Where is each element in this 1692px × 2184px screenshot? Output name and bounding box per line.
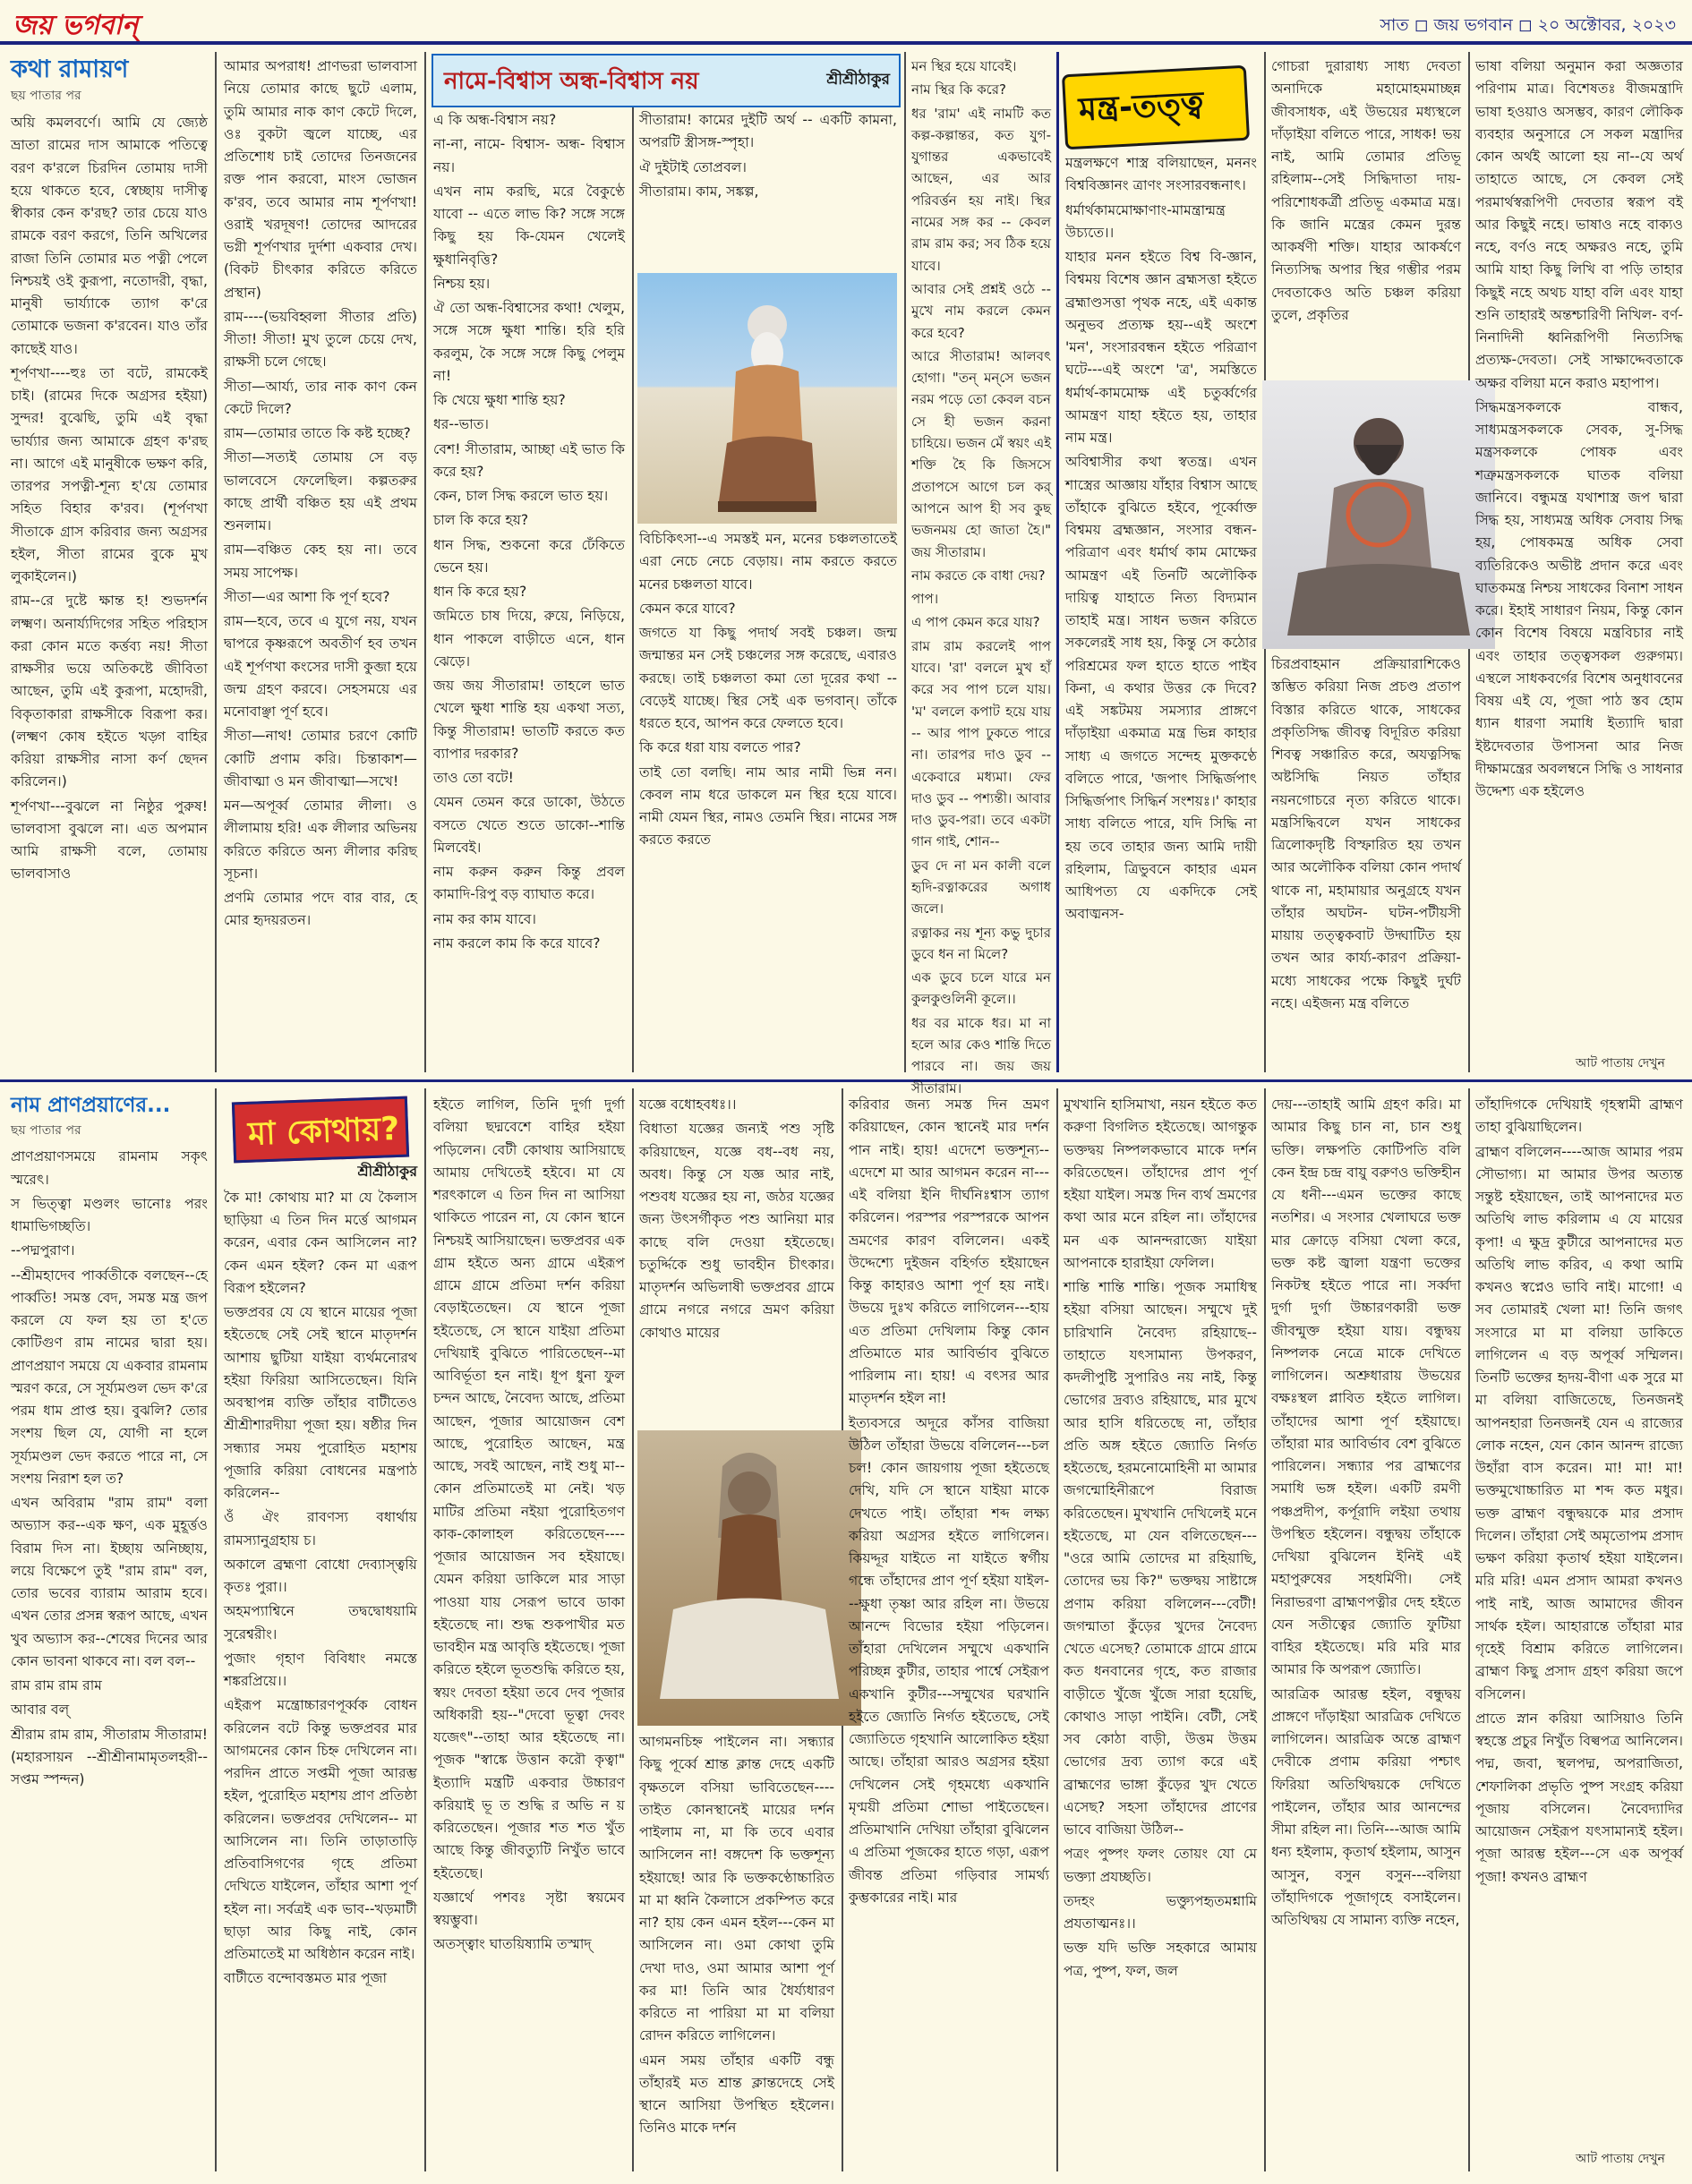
header-rule	[0, 41, 1692, 45]
mako-column-4	[849, 1094, 1049, 2168]
mako-column-7	[1475, 1094, 1683, 2141]
paragraph: কেমন করে যাবে?	[639, 600, 736, 617]
paragraph: নাম কর কাম যাবে।	[433, 910, 536, 927]
pran-column	[11, 1094, 208, 2168]
mako-heading-badge	[232, 1096, 409, 1164]
paragraph: কি করে ধরা যায় বলতে পার?	[639, 739, 801, 756]
paragraph: রাম--রে দুষ্টে ক্ষান্ত হ! শুভদর্শন লক্ষ্মণ। অনার্য্যদিগের সহিত পরিহাস করা কোন মতে কর্ত্তব্য নয়! সীতা রাক্ষসীর ভয়ে অতিকষ্টে জীবিতা আছেন, তুমি এই কুরূপা, মহোদরী, বিকৃতাকারা রাক্ষসীকে বিরূপা কর। (লক্ষ্মণ কোষ হইতে খড়্গ বাহির করিয়া রাক্ষসীর নাসা কর্ণ ছেদন করিলেন।)	[11, 593, 208, 790]
katha-column-2	[224, 55, 417, 1072]
naam-banner	[432, 54, 901, 107]
paragraph: এ পাপ কেমন করে যায়?	[911, 614, 1040, 631]
paragraph: কৈ মা! কোথায় মা? মা যে কৈলাস ছাড়িয়া এ তিন দিন মর্ত্তে আগমন করেন, এবার কেন আসিলেন না? কেন এমন হইল? কেন মা এরূপ বিরূপ হইলেন?	[224, 1189, 417, 1296]
paragraph: তাঁহাদিগকে দেখিয়াই গৃহস্বামী ব্রাহ্মণ তাহা বুঝিয়াছিলেন।	[1475, 1096, 1683, 1136]
paragraph: আরত্রিক আরম্ভ হইল, বন্ধুদ্বয় প্রাঙ্গণে দাঁড়াইয়া আরত্রিক দেখিতে লাগিলেন। আরত্রিক অন্তে ব্রাহ্মণ দেবীকে প্রণাম করিয়া পশ্চাৎ ফিরিয়া অতিথিদ্বয়কে দেখিতে পাইলেন, তাঁহার আর আনন্দের সীমা রহিল না। তিনি---আজ আমি ধন্য হইলাম, কৃতার্থ হইলাম, আসুন আসুন, বসুন বসুন---বলিয়া তাঁহাদিগকে পূজাগৃহে বসাইলেন। অতিথিদ্বয় যে সামান্য ব্যক্তি নহেন,	[1271, 1685, 1461, 1928]
paragraph: মন স্থির হয়ে যাবেই।	[911, 58, 1017, 74]
paragraph: এ কি অন্ধ-বিশ্বাস নয়?	[433, 112, 557, 128]
paragraph: --পদ্মপুরাণ।	[11, 1242, 75, 1259]
mako-continued-note: আট পাতায় দেখুন	[1576, 2152, 1665, 2166]
paragraph: ধর 'রাম' এই নামটি কত কল্প-কল্পান্তর, কত যুগ-যুগান্তর একভাবেই আছেন, এর আর পরিবর্ত্তন হয় নাই। স্থির নামের সঙ্গ কর -- কেবল রাম রাম কর; সব ঠিক হয়ে যাবে।	[911, 105, 1051, 274]
paragraph: --শ্রীমহাদেব পার্ব্বতীকে বলছেন--হে পার্ব্বতি! সমস্ত বেদ, সমস্ত মন্ত্র জপ করলে যে ফল হয় তা হ'তে কোটিগুণ রাম নামের দ্বারা হয়। প্রাণপ্রয়াণ সময়ে যে একবার রামনাম স্মরণ করে, সে সূর্য্যমণ্ডল ভেদ ক'রে পরম ধাম প্রাপ্ত হয়। বুঝলি? তোর সংশয় ছিল যে, যোগী না হলে সূর্য্যমণ্ডল ভেদ করতে পারে না, সে সংশয় নিরাশ হল ত?	[11, 1267, 208, 1487]
katha-continued: ছয় পাতার পর	[11, 89, 81, 104]
paragraph: তদহং ভক্ত্যুপহৃতমশ্নামি প্রযতাত্মনঃ।।	[1064, 1892, 1257, 1932]
paragraph: সীতা—এর আশা কি পূর্ণ হবে?	[224, 588, 390, 605]
column-divider	[1264, 1088, 1266, 2171]
mako-column-5	[1064, 1094, 1257, 2168]
paragraph: সীতা—নাথ! তোমার চরণে কোটি কোটি প্রণাম করি। চিন্তাকাশ—জীবাত্মা ও মন জীবাত্মা—সখে!	[224, 728, 417, 789]
naam-column-3	[911, 55, 1051, 1096]
paragraph: না-না, নামে- বিশ্বাস- অন্ধ- বিশ্বাস নয়।	[433, 136, 625, 175]
band-divider	[0, 1079, 1692, 1082]
paragraph: যজ্ঞার্থে পশবঃ সৃষ্টা স্বয়মেব স্বয়ম্ভুবা।	[433, 1889, 625, 1928]
paragraph: অয়ি কমলবর্ণে। আমি যে জ্যেষ্ঠ ভ্রাতা রামের দাস আমাকে পতিত্বে বরণ ক'রলে চিরদিন তোমায় দাসী হয়ে থাকতে হবে, স্বেচ্ছায় দাসীত্ব স্বীকার কেন ক'রছ? তার চেয়ে যাও রামকে বরণ করগে, তিনি অখিলের রাজা তিনি তোমার মত পত্নী পেলে নিশ্চয়ই ওই কুরূপা, নতোদরী, বৃদ্ধা, মানুষী ভার্য্যাকে ত্যাগ ক'রে তোমাকে ভজনা ক'রবেন। যাও তাঁর কাছেই যাও।	[11, 115, 208, 357]
paragraph: সীতা—আর্য্য, তার নাক কাণ কেন কেটে দিলে?	[224, 378, 417, 417]
paragraph: জয় জয় সীতারাম! তাহলে ভাত খেলে ক্ষুধা শান্তি হয় একথা সত্য, কিন্তু সীতারাম! ভাতটি করতে কত ব্যাপার দরকার?	[433, 678, 625, 762]
paragraph: এখন নাম করছি, মরে বৈকুণ্ঠে যাবো -- এতে লাভ কি? সঙ্গে সঙ্গে কিছু হয় কি-যেমন খেলেই ক্ষুধানিবৃত্তি?	[433, 183, 625, 268]
paragraph: অতস্ত্বাং ঘাতয়িষ্যামি তস্মাদ্	[433, 1936, 592, 1953]
paragraph: আমার অপরাধ! প্রাণভরা ভালবাসা নিয়ে তোমার কাছে ছুটে এলাম, তুমি আমার নাক কাণ কেটে দিলে, ওঃ বুকটা জ্বলে যাচ্ছে, এর প্রতিশোধ চাই তোদের তিনজনের রক্ত পান করবো, মাংস ভোজন ক'রব, তবে আমার নাম শূর্পণখা! ওরাই খরদূষণ! তোদের আদরের ভগ্নী শূর্পণখার দুর্দশা একবার দেখ। (বিকট চীৎকার করিতে করিতে প্রস্থান)	[224, 58, 417, 301]
paragraph: নিশ্চয় হয়।	[433, 275, 491, 292]
paragraph: ওঁ ঐং রাবণস্য বধার্থায় রামস্যানুগ্রহায় চ।	[224, 1509, 417, 1548]
paragraph: নাম করলে কাম কি করে যাবে?	[433, 934, 601, 951]
mako-heading: মা কোথায়?	[247, 1110, 400, 1153]
mantra-continued-note: আট পাতায় দেখুন	[1576, 1056, 1665, 1071]
paragraph: এখন অবিরাম "রাম রাম" বলা অভ্যাস কর--এক ক্ষণ, এক মুহূর্ত্তও বিরাম দিস না। ইচ্ছায় অনিচ্ছায়, লয়ে বিক্ষেপে তুই "রাম রাম" বল, তোর ভবের ব্যারাম আরাম হবে। এখন তোর প্রসন্ন স্বরূপ আছে, এখন খুব অভ্যাস কর--শেষের দিনের আর কোন ভাবনা থাকবে না। বল বল--	[11, 1495, 208, 1669]
paragraph: রাম----(ভয়বিহ্বলা সীতার প্রতি) সীতা! সীতা! মুখ তুলে চেয়ে দেখ, রাক্ষসী চলে গেছে।	[224, 308, 417, 371]
paragraph: আবার সেই প্রশ্নই ওঠে -- মুখে নাম করলে কেমন করে হবে?	[911, 280, 1051, 341]
sage-photo	[637, 273, 897, 524]
paragraph: ধর--ভাত।	[433, 416, 489, 433]
naam-author: শ্রীশ্রীঠাকুর	[826, 71, 890, 89]
paragraph: রাম রাম রাম রাম	[11, 1677, 102, 1694]
column-divider	[424, 52, 426, 1072]
naam-title: নামে-বিশ্বাস অন্ধ-বিশ্বাস নয়	[444, 68, 699, 95]
paragraph: ডুব দে না মন কালী বলে হৃদি-রত্নাকরের অগাধ জলে।	[911, 857, 1051, 917]
paragraph: শূর্পণখা----হুঃ তা বটে, রামকেই চাই। (রামের দিকে অগ্রসর হইয়া) সুন্দর! বুঝেছি, তুমি এই বৃদ্ধা ভার্য্যার জন্য আমাকে গ্রহণ ক'রছ না। আগে এই মানুষীকে ভক্ষণ করি, তারপর সপত্নী-শূন্য হ'য়ে তোমার সহিত বিহার ক'রব। (শূর্পণখা সীতাকে গ্রাস করিবার জন্য অগ্রসর হইল, সীতা রামের বুকে মুখ লুকাইলেন।)	[11, 364, 208, 585]
paragraph: চাল কি করে হয়?	[433, 512, 529, 529]
paragraph: সিদ্ধমন্ত্রসকলকে বান্ধব, সাধ্যমন্ত্রসকলকে সেবক, সু-সিদ্ধ মন্ত্রসকলকে পোষক এবং শত্রুমন্ত্রসকলকে ঘাতক বলিয়া জানিবে। বন্ধুমন্ত্র যথাশাস্ত্র জপ দ্বারা সিদ্ধ হয়, সাধ্যমন্ত্র অধিক সেবায় সিদ্ধ হয়, পোষকমন্ত্র অধিক সেবা ব্যতিরিকেও অভীষ্ট প্রদান করে এবং ঘাতকমন্ত্র নিশ্চয় সাধকের বিনাশ সাধন করে। ইহাই সাধারণ নিয়ম, কিন্তু কোন কোন বিশেষ বিষয়ে মন্ত্রবিচার নাই এবং তাহার তত্ত্বসকল গুরুগম্য। এস্থলে সাধকবর্গের বিশেষ অনুধাবনের বিষয় এই যে, পূজা পাঠ স্তব হোম ধ্যান ধারণা সমাধি ইত্যাদি দ্বারা ইষ্টদেবতার উপাসনা আর নিজ দীক্ষামন্ত্রের অবলম্বনে সিদ্ধি ও সাধনার উদ্দেশ্য এক হইলেও	[1475, 398, 1683, 799]
paragraph: ভক্তপ্রবর যে যে স্থানে মায়ের পূজা হইতেছে সেই সেই স্থানে মাতৃদর্শন আশায় ছুটিয়া যাইয়া ব্যর্থমনোরথ হইয়া ফিরিয়া আসিতেছেন। যিনি অবস্থাপন্ন ব্যক্তি তাঁহার বাটীতেও শ্রীশ্রীশারদীয়া পূজা হয়। ষষ্ঠীর দিন সন্ধ্যার সময় পুরোহিত মহাশয় পূজারি করিয়া বোধনের মন্ত্রপাঠ করিলেন--	[224, 1304, 417, 1502]
mantra-column-1	[1065, 152, 1257, 1072]
paragraph: ভাষা বলিয়া অনুমান করা অজ্ঞতার পরিণাম মাত্র। বিশেষতঃ বীজমন্ত্রাদি ভাষা হওয়াও অসম্ভব, কারণ লৌকিক ব্যবহার অনুসারে সে সকল মন্ত্রাদির কোন অর্থই আলো হয় না--যে অর্থ তাহাতে আছে, সে কেবল সেই পরমার্থস্বরূপিণী দেবতার স্বরূপ বই আর কিছুই নহে। ভাষাও নহে বাক্যও নহে, বর্ণও নহে অক্ষরও নহে, তুমি আমি যাহা কিছু লিখি বা পড়ি তাহার কিছুই নহে অথচ যাহা বলি এবং যাহা শুনি তাহারই অন্তশ্চারিণী নিখিল- বর্ণ-নিনাদিনী ধ্বনিরূপিণী নিত্যসিদ্ধ প্রত্যক্ষ-দেবতা। সেই সাক্ষাদ্দেবতাকে অক্ষর বলিয়া মনে করাও মহাপাপ।	[1475, 58, 1683, 391]
mantra-column-2-top	[1271, 55, 1461, 376]
mantra-column-2-low	[1271, 653, 1461, 1072]
katha-title: কথা রামায়ণ	[11, 55, 129, 83]
paragraph: রাম—তোমার তাতে কি কষ্ট হচ্ছে?	[224, 425, 411, 441]
column-divider	[1468, 1088, 1470, 2171]
column-divider	[904, 52, 906, 1072]
paragraph: অবিশ্বাসীর কথা স্বতন্ত্র। এখন শাস্ত্রের আজ্ঞায় যাঁহার বিশ্বাস আছে তাঁহাকে বুঝিতে হইবে, পূর্ব্বোক্ত বিশ্বময় ব্রহ্মজ্ঞান, সংসার বন্ধন-পরিত্রাণ এবং ধর্মার্থ কাম মোক্ষের আমন্ত্রণ এই তিনটি অলৌকিক দায়িত্ব যাহাতে নিত্য বিদ্যমান তাহাই মন্ত্র। সাধন ভজন করিতে সকলেরই সাধ হয়, কিন্তু সে কঠোর পরিশ্রমের ফল হাতে হাতে পাইব কিনা, এ কথার উত্তর কে দিবে? এই সঙ্কটময় সমস্যার প্রাঙ্গণে দাঁড়াইয়া একমাত্র মন্ত্র ভিন্ন কাহার সাধ্য এ জগতে সন্দেহ মুক্তকণ্ঠে বলিতে পারে, 'জপাৎ সিদ্ধির্জপাৎ সিদ্ধির্জপাৎ সিদ্ধির্ন সংশয়ঃ।' কাহার সাধ্য বলিতে পারে, যদি সিদ্ধি না হয় তবে তাহার জন্য আমি দায়ী রহিলাম, ত্রিভুবনে কাহার এমন আধিপত্য যে একদিকে সেই অবাঙ্মনস-	[1065, 454, 1257, 923]
paragraph: বেশ! সীতারাম, আচ্ছা এই ভাত কি করে হয়?	[433, 440, 625, 480]
mako-column-6	[1271, 1094, 1461, 2168]
paragraph: ধান কি করে হয়?	[433, 584, 527, 600]
paragraph: অকালে ব্রহ্মণা বোধো দেব্যাস্ত্বয়ি কৃতঃ পুরা।।	[224, 1556, 417, 1596]
paragraph: শান্তি শান্তি শান্তি। পূজক সমাধিস্থ হইয়া বসিয়া আছেন। সম্মুখে দুই চারিখানি নৈবেদ্য রহিয়াছে--তাহাতে যৎসামান্য উপকরণ, কদলীপুষ্টি সুপারিও নয় নাই, কিন্তু ভোগের দ্রব্যও রহিয়াছে, মার মুখে আর হাসি ধরিতেছে না, তাঁহার প্রতি অঙ্গ হইতে জ্যোতি নির্গত হইতেছে, হরমনোমোহিনী মা আমার জগন্মোহিনীরূপে বিরাজ করিতেছেন। মুখখানি দেখিলেই মনে হইতেছে, মা যেন বলিতেছেন---"ওরে আমি তোদের মা রহিয়াছি, তোদের ভয় কি?" ভক্তদ্বয় সাষ্টাঙ্গে প্রণাম করিয়া বলিলেন---বেটী! জগন্মাতা কুঁড়ের খুদের নৈবেদ্য খেতে এসেছ? তোমাকে গ্রামে গ্রামে কত ধনবানের গৃহে, কত রাজার বাড়ীতে খুঁজে খুঁজে সারা হয়েছি, কোথাও সাড়া পাইনি। বেটী, সেই সব কোঠা বাড়ী, উত্তম উত্তম ভোগের দ্রব্য ত্যাগ করে এই ব্রাহ্মণের ভাঙ্গা কুঁড়ের খুদ খেতে এসেছ? সহসা তাঁহাদের প্রাণের ভাবে বাজিয়া উঠিল--	[1064, 1279, 1257, 1838]
mako-author: শ্রীশ্রীঠাকুর	[357, 1163, 417, 1180]
mantra-heading: মন্ত্র-তত্ত্ব	[1077, 85, 1205, 129]
paragraph: ভক্ত যদি ভক্তি সহকারে আমায় পত্র, পুষ্প, ফল, জল	[1064, 1940, 1257, 1979]
ascetic-photo	[637, 1430, 861, 1726]
paragraph: রাম—হবে, তবে এ যুগে নয়, যখন দ্বাপরে কৃষ্ণরূপে অবতীর্ণ হব তখন এই শূর্পণখা কংসের দাসী কুব্জা হয়ে জন্ম গ্রহণ করবে। সেহসময়ে এর মনোবাঞ্ছা পূর্ণ হবে।	[224, 613, 417, 720]
paragraph: সীতা—সত্যই তোমায় সে বড় ভালবেসে ফেলেছিল। কল্পতরুর কাছে প্রার্থী বঞ্চিত হয় এই প্রথম শুনলাম।	[224, 449, 417, 533]
paragraph: নাম স্থির কি করে?	[911, 81, 1006, 98]
paragraph: রাম রাম করলেই পাপ যাবে। 'রা' বললে মুখ হাঁ করে সব পাপ চলে যায়। 'ম' বললে কপাট হয়ে যায় -- আর পাপ ঢুকতে পারে না। তারপর দাও ডুব -- একেবারে মধ্যমা। ফের দাও ডুব -- পশ্যন্তী। আবার দাও ডুব-পরা। তবে একটা গান গাই, শোন--	[911, 637, 1051, 850]
column-divider	[424, 1088, 426, 2171]
section-divider	[1056, 52, 1059, 1072]
paragraph: আবার বল্	[11, 1702, 70, 1719]
naam-column-1	[433, 109, 625, 1072]
paragraph: ধান সিদ্ধ, শুকনো করে ঢেঁকিতে ভেনে হয়।	[433, 536, 625, 576]
column-divider	[215, 52, 217, 1072]
paragraph: এইরূপ মন্ত্রোচ্চারণপূর্ব্বক বোধন করিলেন বটে কিন্তু ভক্তপ্রবর মার আগমনের কোন চিহ্ন দেখিলেন না। পরদিন প্রাতে সপ্তমী পূজা আরম্ভ হইল, পুরোহিত মহাশয় প্রাণ প্রতিষ্ঠা করিলেন। ভক্তপ্রবর দেখিলেন-- মা আসিলেন না। তিনি তাড়াতাড়ি প্রতিবাসিগণের গৃহে প্রতিমা দেখিতে যাইলেন, তাঁহার আশা পূর্ণ হইল না। সর্বত্রই এক ভাব--খড়মাটী ছাড়া আর কিছু নাই, কোন প্রতিমাতেই মা অধিষ্ঠান করেন নাই।	[224, 1697, 417, 1963]
paragraph: নাম করুন করুন কিন্তু প্রবল কামাদি-রিপু বড় ব্যাঘাত করে।	[433, 864, 625, 903]
paragraph: এক ডুবে চলে যারে মন কুলকুণ্ডলিনী কূলে।।	[911, 969, 1051, 1008]
paragraph: ধর্মার্থকামমোক্ষাণাং-মামন্ত্রান্মন্ত্র উচ্যতে।।	[1065, 201, 1226, 241]
paragraph: শ্রীরাম রাম রাম, সীতারাম সীতারাম! (মহারসায়ন --শ্রীশ্রীনামামৃতলহরী-- সপ্তম স্পন্দন)	[11, 1726, 208, 1788]
paragraph: শূর্পণখা---বুঝলে না নিষ্ঠুর পুরুষ! ভালবাসা বুঝলে না। এত অপমান আমি রাক্ষসী বলে, তোমায় ভালবাসাও	[11, 798, 208, 883]
column-divider	[215, 1088, 217, 2171]
paragraph: তাও তো বটে!	[433, 770, 514, 786]
paragraph: আরে সীতারাম! আলবৎ হোগা। "তন্ মন্‌সে ভজন নরম পড়ে তো কেবল বচন সে হী ভজন করনা চাহিয়ে। ভজন মেঁ স্বয়ং এই শক্তি হৈ কি জিসসে প্রতাপসে আগে চল কর্ আপনে আপ হী সব কুছ ভজনময় হো জাতা হৈ।" জয় সীতারাম।	[911, 347, 1051, 560]
paragraph: সীতারাম! কামের দুইটি অর্থ -- একটি কামনা, অপরটি স্ত্রীসঙ্গ-স্পৃহা।	[639, 112, 897, 151]
paragraph: অহমপ্যাশ্বিনে তদ্বদ্বোধয়ামি সুরেশ্বরীং।	[224, 1603, 417, 1642]
mako-column-1	[224, 1158, 417, 2168]
paragraph: প্রাতে স্নান করিয়া আসিয়াও তিনি স্বহস্তে প্রচুর নিখুঁত বিল্বপত্র আনিলেন। পদ্ম, জবা, স্থলপদ্ম, অপরাজিতা, শেফালিকা প্রভৃতি পুষ্প সংগ্রহ করিয়া পূজায় বসিলেন। নৈবেদ্যাদির আয়োজন সেইরূপ যৎসামান্যই হইল। পূজা আরম্ভ হইল---সে এক অপূর্ব্ব পূজা! কখনও ব্রাহ্মণ	[1475, 1710, 1683, 1885]
paragraph: প্রণমি তোমার পদে বার বার, হে মোর হৃদয়রতন।	[224, 890, 417, 929]
paragraph: বাটীতে বন্দোবস্তমত মার পূজা	[224, 1970, 388, 1987]
paragraph: জমিতে চাষ দিয়ে, রুয়ে, নিড়িয়ে, ধান পাকলে বাড়ীতে এনে, ধান ঝেড়ে।	[433, 608, 625, 670]
masthead-brand: জয় ভগবান্	[13, 10, 139, 41]
paragraph: দেয়---তাহাই আমি গ্রহণ করি। মা আমার কিছু চান না, চান শুধু ভক্তি। লক্ষপতি কোটিপতি বলি কেন ইন্দ্র চন্দ্র বায়ু বরুণও ভক্তিহীন যে ধনী---এমন ভক্তের কাছে নতশির। এ সংসার খেলাঘরে ভক্ত মার ক্রোড়ে বসিয়া খেলা করে, ভক্ত কষ্ট জ্বালা যন্ত্রণা ভক্তের নিকটস্থ হইতে পারে না। সর্ব্বদা দুর্গা দুর্গা উচ্চারণকারী ভক্ত জীবন্মুক্ত হইয়া যায়। বন্ধুদ্বয় নিষ্পলক নেত্রে মাকে দেখিতে লাগিলেন। অশ্রুধারায় উভয়ের বক্ষঃস্থল প্লাবিত হইতে লাগিল। তাঁহাদের আশা পূর্ণ হইয়াছে। তাঁহারা মার আবির্ভাব বেশ বুঝিতে পারিলেন। সন্ধ্যার পর ব্রাহ্মণের সমাধি ভঙ্গ হইল। একটি রমণী পঞ্চপ্রদীপ, কর্পূরাদি লইয়া তথায় উপস্থিত হইলেন। বন্ধুদ্বয় তাঁহাকে দেখিয়া বুঝিলেন ইনিই এই মহাপুরুষের সহধর্মিণী। সেই নিরাভরণা ব্রাহ্মণপত্নীর দেহ হইতে যেন সতীত্বের জ্যোতি ফুটিয়া বাহির হইতেছে। মরি মরি মার আমার কি অপরূপ জ্যোতি।	[1271, 1096, 1461, 1678]
paragraph: যজ্ঞে বধোহবধঃ।।	[639, 1096, 737, 1113]
paragraph: তাই তো বলছি। নাম আর নামী ভিন্ন নন। কেবল নাম ধরে ডাকলে মন স্থির হয়ে যাবে। নামী যেমন স্থির, নামও তেমনি স্থির। নামের সঙ্গ করতে করতে	[639, 764, 897, 849]
column-divider	[632, 1088, 634, 2171]
naam-column-2-top	[639, 109, 897, 270]
paragraph: পুজাং গৃহাণ বিবিধাং নমস্তে শঙ্করপ্রিয়ে।।	[224, 1650, 417, 1690]
paragraph: রাম—বঞ্চিত কেহ হয় না। তবে সময় সাপেক্ষ।	[224, 542, 417, 581]
paragraph: মন্ত্রলক্ষণে শাস্ত্র বলিয়াছেন, মননং বিশ্ববিজ্ঞানং ত্রাণং সংসারবন্ধনাৎ।	[1065, 155, 1257, 194]
paragraph: প্রাণপ্রয়াণসময়ে রামনাম সকৃৎ স্মরেৎ।	[11, 1148, 208, 1188]
paragraph: পত্রং পুষ্পং ফলং তোয়ং যো মে ভক্ত্যা প্রযচ্ছতি।	[1064, 1846, 1257, 1885]
paragraph: ঐ তো অন্ধ-বিশ্বাসের কথা! খেলুম, সঙ্গে সঙ্গে ক্ষুধা শান্তি। হরি হরি করলুম, কৈ সঙ্গে সঙ্গে কিছু পেলুম না!	[433, 300, 625, 384]
naam-column-2-low	[639, 528, 897, 1072]
paragraph: স ভিত্ত্বা মণ্ডলং ভানোঃ পরং ধামাভিগচ্ছতি।	[11, 1195, 208, 1235]
paragraph: নাম করতে কে বাধা দেয়?	[911, 567, 1046, 584]
mantra-heading-badge	[1062, 65, 1250, 150]
paragraph: ইত্যবসরে অদূরে কাঁসর বাজিয়া উঠিল তাঁহারা উভয়ে বলিলেন---চল চল! কোন জায়গায় পূজা হইতেছে দেখি, যদি সে স্থানে যাইয়া মাকে দেখতে পাই। তাঁহারা শব্দ লক্ষ্য করিয়া অগ্রসর হইতে লাগিলেন। কিয়দ্দূর যাইতে না যাইতে স্বর্গীয় গন্ধে তাঁহাদের প্রাণ পূর্ণ হইয়া যাইল---ক্ষুধা তৃষ্ণা আর রহিল না। উভয়ে আনন্দে বিভোর হইয়া পড়িলেন। তাঁহারা দেখিলেন সম্মুখে একখানি পরিচ্ছন্ন কুটীর, তাহার পার্শ্বে সেইরূপ একখানি কুটীর---সম্মুখের ঘরখানি হইতে জ্যোতি নির্গত হইতেছে, সেই জ্যোতিতে গৃহখানি আলোকিত হইয়া আছে। তাঁহারা আরও অগ্রসর হইয়া দেখিলেন সেই গৃহমধ্যে একখানি মৃণ্ময়ী প্রতিমা শোভা পাইতেছেন। প্রতিমাখানি দেখিয়া তাঁহারা বুঝিলেন এ প্রতিমা পূজকের হাতে গড়া, এরূপ জীবন্ত প্রতিমা গড়িবার সামর্থ্য কুম্ভকারের নাই। মার	[849, 1414, 1049, 1906]
pran-title: নাম প্রাণপ্রয়াণের...	[11, 1094, 171, 1117]
mako-column-3-top	[639, 1094, 834, 1425]
paragraph: ঐ দুইটাই তোপ্রবল।	[639, 158, 747, 175]
paragraph: যেমন তেমন করে ডাকো, উঠতে বসতে খেতে শুতে ডাকো--শান্তি মিলবেই।	[433, 794, 625, 856]
mako-column-3-low	[639, 1731, 834, 2168]
paragraph: গোচরা দুরারাধ্য সাধ্য দেবতা অনাদিকে মহামোহমমাচ্ছন্ন জীবসাধক, এই উভয়ের মধ্যস্থলে দাঁড়াইয়া বলিতে পারে, সাধক! ভয় নাই, আমি তোমার প্রতিভূ রহিলাম--সেই সিদ্ধিদাতা দায়-পরিশোধকর্ত্রী প্রতিভূ একমাত্র মন্ত্র। কি জানি মন্ত্রের কেমন দুরন্ত আকর্ষণী শক্তি। যাহার আকর্ষণে নিত্যসিদ্ধ অপার স্থির গম্ভীর পরম দেবতাকেও অতি চঞ্চল করিয়া তুলে, প্রকৃতির	[1271, 58, 1461, 323]
paragraph: রত্নাকর নয় শূন্য কভু দুচার ডুবে ধন না মিলে?	[911, 924, 1051, 962]
paragraph: পাপ।	[911, 591, 939, 608]
paragraph: বিধাতা যজ্ঞের জন্যই পশু সৃষ্টি করিয়াছেন, যজ্ঞে বধ--বধ নয়, অবধ। কিন্তু সে যজ্ঞ আর নাই, পশুবধ যজ্ঞের হয় না, জঠর যজ্ঞের জন্য উৎসর্গীকৃত পশু আনিয়া মার কাছে বলি দেওয়া হইতেছে। চতুর্দ্দিকে শুধু ভাবহীন চীৎকার। মাতৃদর্শন অভিলাষী ভক্তপ্রবর গ্রামে গ্রামে নগরে নগরে ভ্রমণ করিয়া কোথাও মায়ের	[639, 1121, 834, 1341]
paragraph: চিরপ্রবাহমান প্রক্রিয়ারাশিকেও স্তম্ভিত করিয়া নিজ প্রচণ্ড প্রতাপ বিস্তার করিতে থাকে, সাধকের প্রকৃতিসিদ্ধ জীবত্ব বিদূরিত করিয়া শিবত্ব সঞ্চারিত করে, অযত্নসিদ্ধ অষ্টসিদ্ধি নিয়ত তাঁহার নয়নগোচরে নৃত্য করিতে থাকে। মন্ত্রসিদ্ধিবলে যখন সাধকের ত্রিলোকদৃষ্টি বিস্ফারিত হয় তখন আর অলৌকিক বলিয়া কোন পদার্থ থাকে না, মহামায়ার অনুগ্রহে যখন তাঁহার অঘটন- ঘটন-পটীয়সী মায়ায় তত্ত্বকবাট উদ্ঘাটিত হয় তখন আর কার্য্য-কারণ প্রক্রিয়া-মধ্যে সাধকের পক্ষে কিছুই দুর্ঘট নহে। এইজন্য মন্ত্র বলিতে	[1271, 656, 1461, 1011]
paragraph: কি খেয়ে ক্ষুধা শান্তি হয়?	[433, 392, 566, 408]
paragraph: জগতে যা কিছু পদার্থ সবই চঞ্চল। জন্ম জন্মান্তর মন সেই চঞ্চলের সঙ্গ করেছে, এবারও করছে। তাই চঞ্চলতা কমা তো দূরের কথা -- বেড়েই যাচ্ছে। স্থির সেই এক ভগবান্। তাঁকে ধরতে হবে, আপন করে ফেলতে হবে।	[639, 625, 897, 731]
column-divider	[1056, 1088, 1058, 2171]
paragraph: বিচিকিৎসা--এ সমস্তই মন, মনের চঞ্চলতাতেই এরা নেচে নেচে বেড়ায়। নাম করতে করতে মনের চঞ্চলতা যাবে।	[639, 531, 897, 593]
paragraph: সীতারাম। কাম, সঙ্কল্প,	[639, 183, 759, 200]
mystic-photo	[1262, 380, 1495, 649]
paragraph: মুখখানি হাসিমাখা, নয়ন হইতে কত করুণা বিগলিত হইতেছে। আগন্তুক ভক্তদ্বয় নিষ্পলকভাবে মাকে দর্শন করিতেছেন। তাঁহাদের প্রাণ পূর্ণ হইয়া যাইল। সমস্ত দিন ব্যর্থ ভ্রমণের কথা আর মনে রহিল না। তাঁহাদের মন এক আনন্দরাজ্যে যাইয়া আপনাকে হারাইয়া ফেলিল।	[1064, 1096, 1257, 1271]
paragraph: ব্রাহ্মণ বলিলেন----আজ আমার পরম সৌভাগ্য। মা আমার উপর অত্যন্ত সন্তুষ্ট হইয়াছেন, তাই আপনাদের মত অতিথি লাভ করিলাম এ যে মায়ের কৃপা! এ ক্ষুদ্র কুটীরে আপনাদের মত অতিথি লাভ করিব, এ কথা আমি কখনও স্বপ্নেও ভাবি নাই। মাগো! এ সব তোমারই খেলা মা! তিনি জগৎ সংসারে মা মা বলিয়া ডাকিতে লাগিলেন এ বড় অপূর্ব্ব সম্মিলন। তিনটি ভক্তের হৃদয়-বীণা এক সুরে মা মা বলিয়া বাজিতেছে, তিনজনই আপনহারা তিনজনই যেন এ রাজ্যের লোক নহেন, যেন কোন আনন্দ রাজ্যে উহাঁরা বাস করেন। মা! মা! মা! ভক্তমুখোচ্চারিত মা শব্দ কত মধুর। ভক্ত ব্রাহ্মণ বন্ধুদ্বয়কে মার প্রসাদ দিলেন। তাঁহারা সেই অমৃতোপম প্রসাদ ভক্ষণ করিয়া কৃতার্থ হইয়া যাইলেন। মরি মরি! এমন প্রসাদ আমরা কখনও পাই নাই, আজ আমাদের জীবন সার্থক হইল। আহারান্তে তাঁহারা মার গৃহেই বিশ্রাম করিতে লাগিলেন। ব্রাহ্মণ কিছু প্রসাদ গ্রহণ করিয়া জপে বসিলেন।	[1475, 1143, 1683, 1702]
katha-column-1	[11, 55, 208, 1072]
pran-continued: ছয় পাতার পর	[11, 1122, 81, 1138]
paragraph: হইতে লাগিল, তিনি দুর্গা দুর্গা বলিয়া ছদ্মবেশে বাহির হইয়া পড়িলেন। বেটী কোথায় আসিয়াছে আমায় দেখিতেই হইবে। মা যে শরৎকালে এ তিন দিন না আসিয়া থাকিতে পারেন না, যে কোন স্থানে নিশ্চয়ই আসিয়াছেন। ভক্তপ্রবর এক গ্রাম হইতে অন্য গ্রামে এইরূপ গ্রামে গ্রামে প্রতিমা দর্শন করিয়া বেড়াইতেছেন। যে স্থানে পূজা হইতেছে, সে স্থানে যাইয়া প্রতিমা দেখিয়াই বুঝিতে পারিতেছেন--মা আবির্ভূতা হন নাই। ধূপ ধুনা ফুল চন্দন আছে, নৈবেদ্য আছে, প্রতিমা আছেন, পূজার আয়োজন বেশ আছে, পুরোহিত আছেন, মন্ত্র আছে, সবই আছেন, নাই শুধু মা--কোন প্রতিমাতেই মা নেই। খড় মাটির প্রতিমা নইয়া পুরোহিতগণ কাক-কোলাহল করিতেছেন---- পূজার আয়োজন সব হইয়াছে। যেমন করিয়া ডাকিলে মার সাড়া পাওয়া যায় সেরূপ ভাবে ডাকা হইতেছে না। শুদ্ধ শুকপাখীর মত ভাবহীন মন্ত্র আবৃত্তি হইতেছে। পূজা করিতে হইলে ভূতশুদ্ধি করিতে হয়, স্বয়ং দেবতা হইয়া তবে দেব পূজার অধিকারী হয়--"দেবো ভূত্বা দেবং যজেৎ"--তাহা আর হইতেছে না। পূজক "স্বাঙ্কে উত্তান করৌ কৃত্বা" ইত্যাদি মন্ত্রটি একবার উচ্চারণ করিয়াই ভূ ত শুদ্ধি র অভি ন য় করিতেছেন। পূজার শত শত খুঁত আছে কিন্তু জীবত্যুটি নিখুঁত ভাবে হইতেছে।	[433, 1096, 626, 1881]
page-folio: সাত ◻ জয় ভগবান ◻ ২০ অক্টোবর, ২০২৩	[1380, 15, 1676, 35]
page-header	[0, 0, 1692, 47]
paragraph: যাহার মনন হইতে বিশ্ব বি-জ্ঞান, বিশ্বময় বিশেষ জ্ঞান ব্রহ্মসত্তা হইতে ব্রহ্মাণ্ডসত্তা পৃথক নহে, এই একান্ত অনুভব প্রত্যক্ষ হয়--এই অংশে 'মন', সংসারবন্ধন হইতে পরিত্রাণ ঘটে---এই অংশে 'ত্র', সমস্তিতে ধর্মার্থ-কামমোক্ষ এই চতুর্ব্বর্গের আমন্ত্রণ যাহা হইতে হয়, তাহার নাম মন্ত্র।	[1065, 249, 1257, 446]
column-divider	[632, 107, 634, 1072]
paragraph: করিবার জন্য সমস্ত দিন ভ্রমণ করিয়াছেন, কোন স্থানেই মার দর্শন পান নাই। হায়! এদেশে ভক্তশূন্য--এদেশে মা আর আগমন করেন না---এই বলিয়া ইনি দীর্ঘনিঃশ্বাস ত্যাগ করিলেন। পরস্পর পরস্পরকে আপন ভ্রমণের কারণ বলিলেন। একই উদ্দেশ্যে দুইজন বহির্গত হইয়াছেন কিন্তু কাহারও আশা পূর্ণ হয় নাই। উভয়ে দুঃখ করিতে লাগিলেন---হায় এত প্রতিমা দেখিলাম কিন্তু কোন প্রতিমাতে মার আবির্ভাব বুঝিতে পারিলাম না। হায়! এ বৎসর আর মাতৃদর্শন হইল না!	[849, 1096, 1049, 1407]
paragraph: কেন, চাল সিদ্ধ করলে ভাত হয়।	[433, 488, 609, 504]
mako-column-2	[433, 1094, 625, 2168]
paragraph: আগমনচিহ্ন পাইলেন না। সন্ধ্যার কিছু পূর্ব্বে শ্রান্ত ক্লান্ত দেহে একটি বৃক্ষতলে বসিয়া ভাবিতেছেন----তাইত কোনস্থানেই মায়ের দর্শন পাইলাম না, মা কি তবে এবার আসিলেন না! বঙ্গদেশ কি ভক্তশূন্য হইয়াছে! আর কি ভক্তকণ্ঠোচ্চারিত মা মা ধ্বনি কৈলাসে প্রকম্পিত করে না? হায় কেন এমন হইল---কেন মা আসিলেন না। ওমা কোথা তুমি দেখা দাও, ওমা আমার আশা পূর্ণ কর মা! তিনি আর ধৈর্য্যধারণ করিতে না পারিয়া মা মা বলিয়া রোদন করিতে লাগিলেন।	[639, 1734, 834, 2044]
mantra-column-3	[1475, 55, 1683, 1049]
paragraph: ধর বর মাকে ধর। মা না হলে আর কেও শান্তি দিতে পারবে না। জয় জয় সীতারাম।	[911, 1014, 1051, 1096]
paragraph: মন—অপূর্ব্ব তোমার লীলা। ও লীলামায় হরি! এক লীলার অভিনয় করিতে করিতে অন্য লীলার করিছ সূচনা।	[224, 798, 417, 882]
paragraph: এমন সময় তাঁহার একটি বন্ধু তাঁহারই মত শ্রান্ত ক্লান্তদেহে সেই স্থানে আসিয়া উপস্থিত হইলেন। তিনিও মাকে দর্শন	[639, 2052, 834, 2137]
